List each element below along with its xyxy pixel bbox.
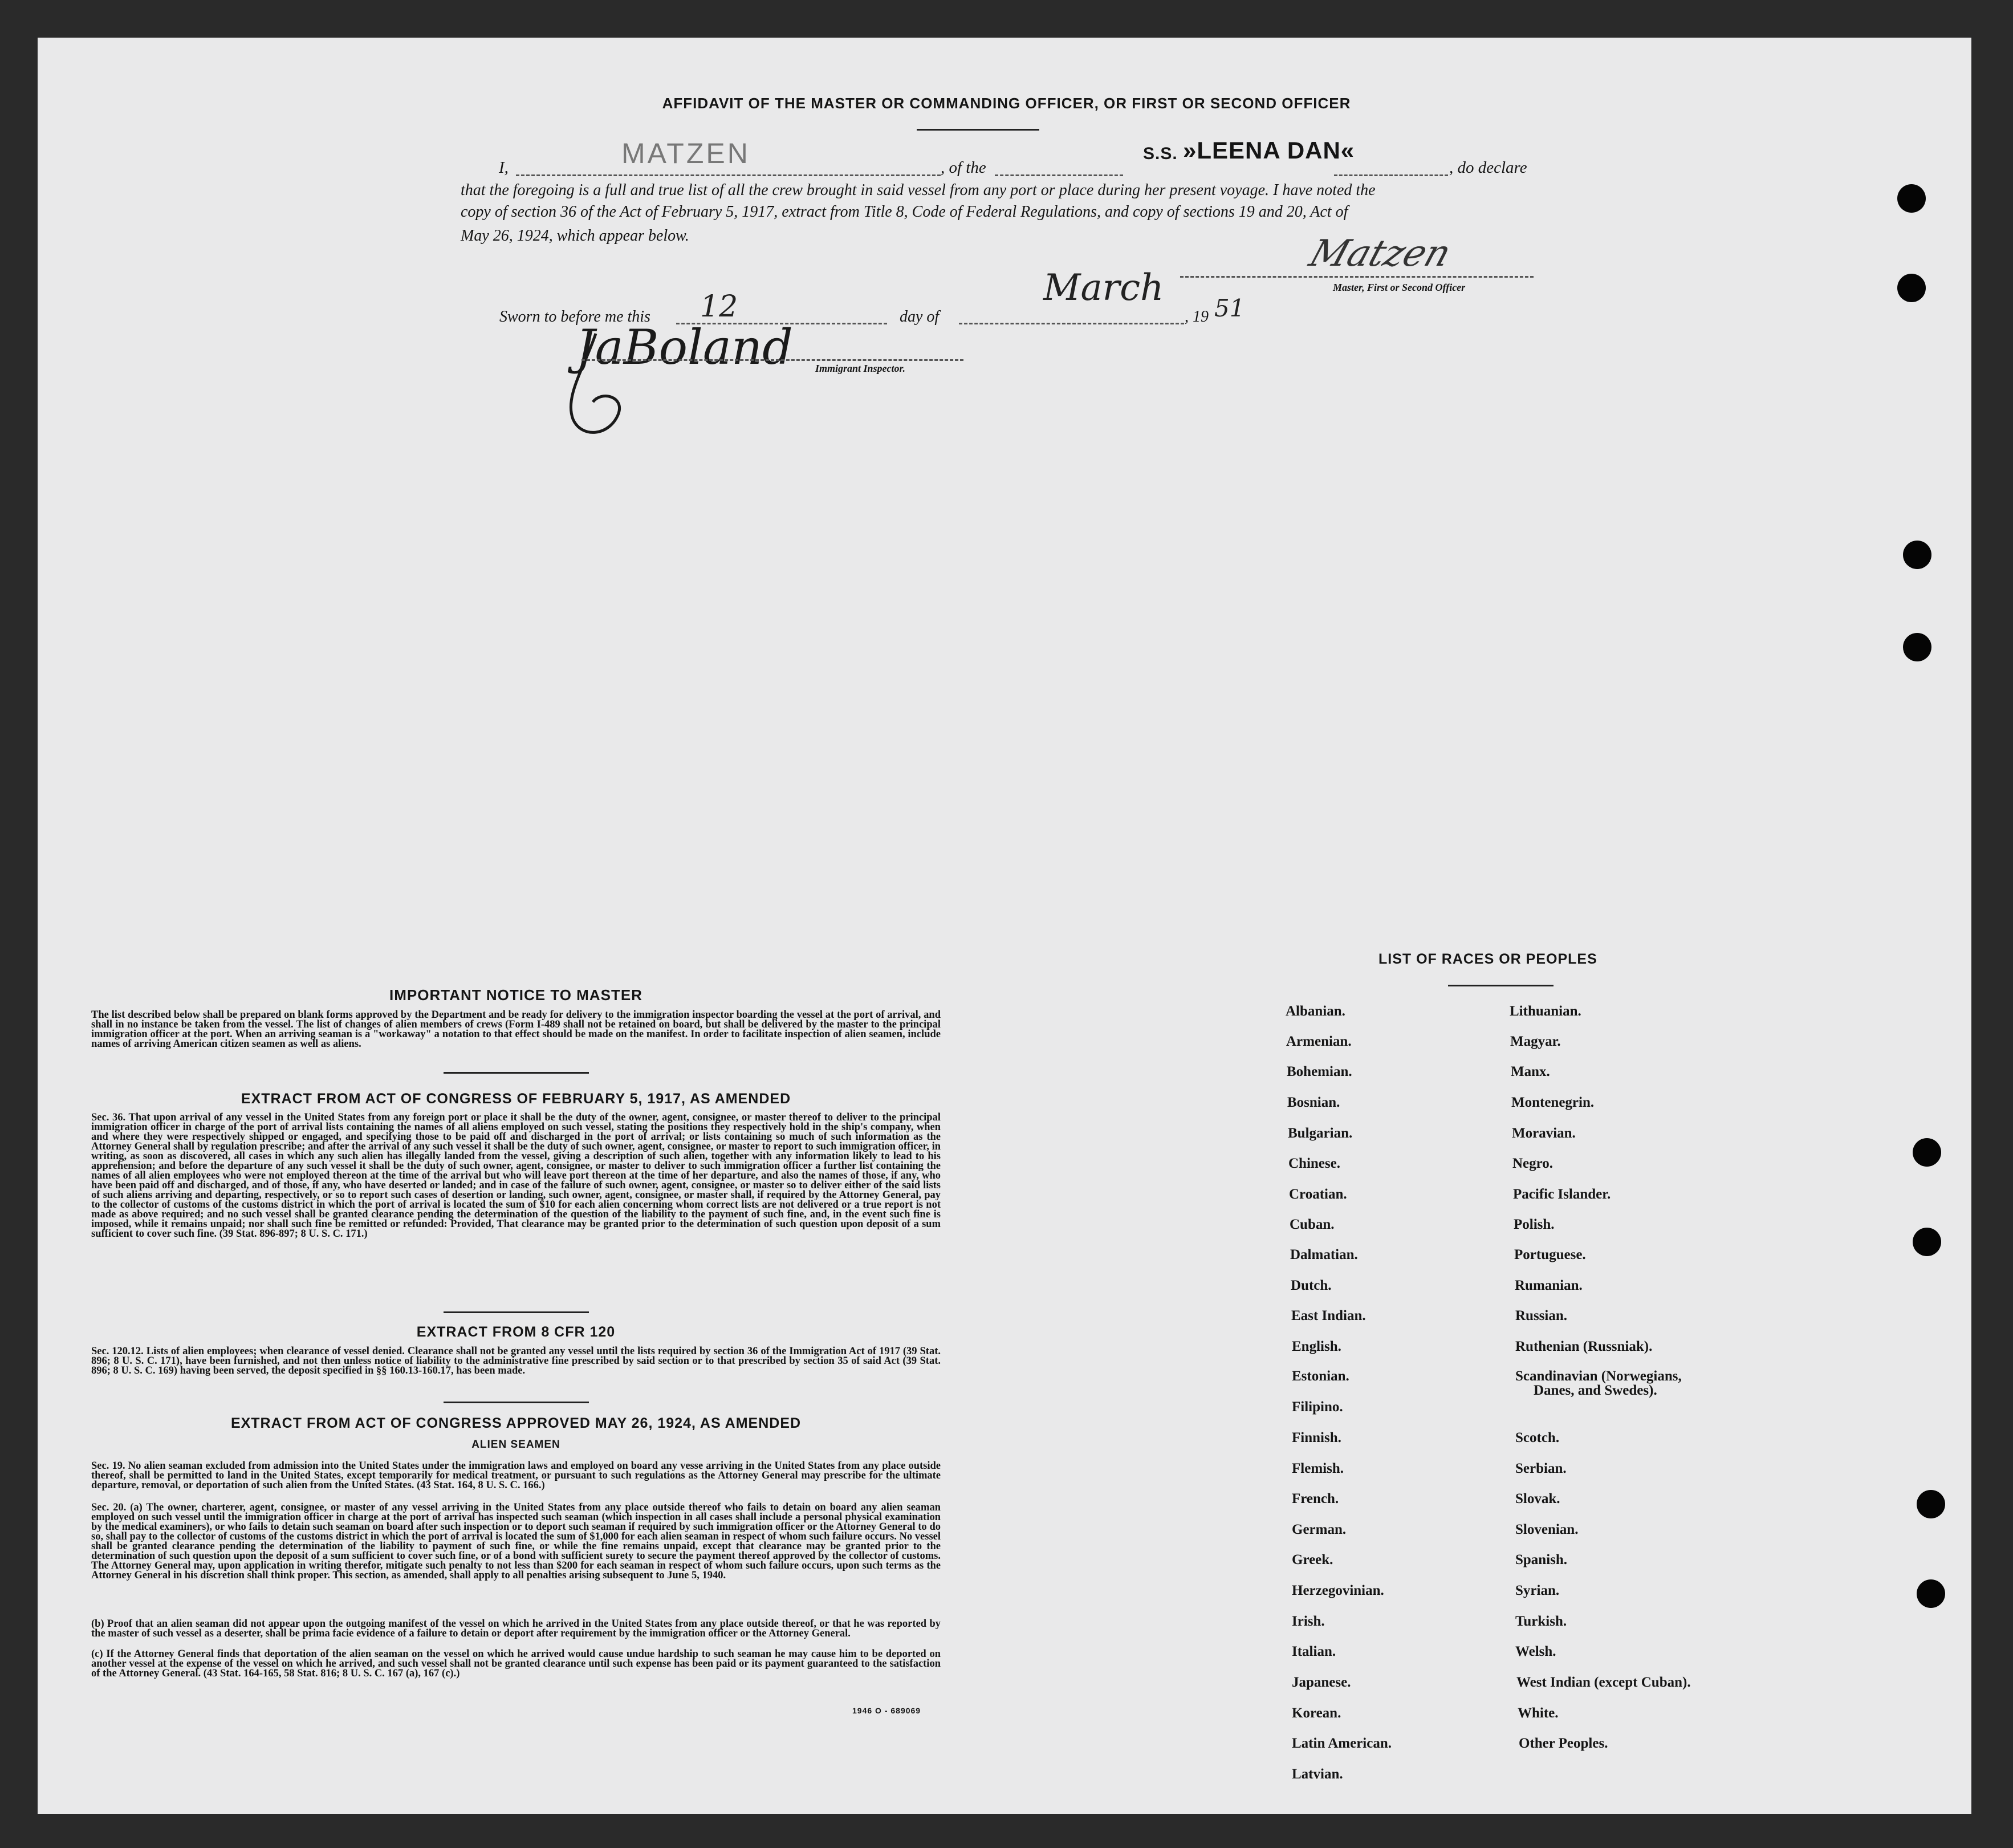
race-item: Other Peoples. [1519, 1736, 1608, 1751]
master-caption: Master, First or Second Officer [1333, 282, 1466, 293]
race-item: Polish. [1514, 1217, 1555, 1232]
month-line [959, 323, 1184, 324]
punch-hole [1903, 633, 1931, 661]
vessel-stamp: »LEENA DAN« [1183, 137, 1355, 164]
race-item: White. [1518, 1705, 1559, 1721]
race-item: German. [1292, 1522, 1347, 1537]
race-item: Bulgarian. [1288, 1126, 1353, 1141]
race-item: Irish. [1292, 1614, 1325, 1629]
race-item: Pacific Islander. [1513, 1187, 1611, 1202]
punch-hole [1917, 1579, 1945, 1608]
punch-hole [1897, 274, 1926, 302]
race-item: Flemish. [1292, 1461, 1344, 1476]
extract-1917-title: EXTRACT FROM ACT OF CONGRESS OF FEBRUARY 5, 1917, AS AMENDED [241, 1091, 791, 1107]
year-suffix: 51 [1214, 294, 1245, 322]
punch-hole [1903, 541, 1931, 569]
race-item: Ruthenian (Russniak). [1515, 1339, 1653, 1354]
race-item: Croatian. [1289, 1187, 1347, 1202]
race-item: Bohemian. [1287, 1064, 1352, 1079]
race-item: Spanish. [1515, 1552, 1568, 1567]
race-item: Korean. [1292, 1705, 1341, 1721]
extract-1924-sec20c: (c) If the Attorney General finds that deportation of the alien seaman on the vessel on which he arrived would cause undue hardship to such seaman he may cause him to be deported on another vessel at the expense of the vessel on which he arrived, and such vessel shall not be granted clearance until such expense has been paid or its payment guaranteed to the satisfaction of the Attorney General. (43 Stat. 164-165, 58 Stat. 816; 8 U. S. C. 167 (a), 167 (c).) [91, 1648, 941, 1679]
divider [444, 1402, 589, 1403]
extract-cfr-body: Sec. 120.12. Lists of alien employees; when clearance of vessel denied. Clearance shall not be granted any vessel until the lists required by section 36 of the Immigration Act of 1917 (39 Stat. 896; 8 U. S. C. 171), have been furnished, and not then unless notice of liability to the administrative fine prescribed by said section or to that prescribed by section 35 of said Act (39 Stat. 896; 8 U. S. C. 169) having been served, the deposit specified in §§ 160.13-160.17, has been made. [91, 1346, 941, 1376]
divider [444, 1311, 589, 1313]
notice-body: The list described below shall be prepared on blank forms approved by the Department and be ready for delivery to the immigration inspector boarding the vessel at the port of arrival, and shall in no instance be taken from the vessel. The list of changes of alien members of crews (Form I-489 shall not be retained on board, but shall be delivered by the master to the principal immigration officer at the port. When an arriving seaman is a "workaway" a notation to that effect should be made on the manifest. In order to facilitate inspection of alien seamen, include names of arriving American citizen seamen as well as aliens. [91, 1009, 941, 1050]
punch-hole [1917, 1490, 1945, 1518]
race-item: Japanese. [1292, 1675, 1351, 1690]
race-item: Slovenian. [1515, 1522, 1579, 1537]
race-item: Dalmatian. [1290, 1247, 1358, 1262]
race-item: Bosnian. [1287, 1095, 1340, 1110]
vessel-line-right [1334, 174, 1448, 176]
title-underline [917, 129, 1039, 131]
day-of-label: day of [900, 308, 940, 326]
inspector-signature: JaBoland [576, 319, 793, 375]
year-prefix: , 19 [1185, 308, 1209, 326]
races-title-underline [1448, 985, 1554, 986]
race-item: Dutch. [1291, 1278, 1332, 1293]
extract-1924-sec20b: (b) Proof that an alien seaman did not appear upon the outgoing manifest of the vessel on which he arrived in the United States from any place outside thereof, or that he was reported by the master of such vessel as a deserter, shall be prima facie evidence of a failure to detain or deport after requirement by the immigration officer or the Attorney General. [91, 1618, 941, 1639]
master-signature: Matzen [1304, 233, 1457, 275]
race-item: French. [1292, 1491, 1339, 1506]
race-item: Slovak. [1515, 1491, 1560, 1506]
notice-title: IMPORTANT NOTICE TO MASTER [389, 986, 642, 1004]
race-item: Manx. [1511, 1064, 1550, 1079]
name-line [516, 174, 941, 176]
punch-hole [1897, 184, 1926, 213]
race-item: Serbian. [1515, 1461, 1567, 1476]
race-item: Latvian. [1292, 1766, 1343, 1782]
race-item: Magyar. [1510, 1034, 1561, 1049]
race-item: Scotch. [1515, 1430, 1560, 1445]
race-item: Russian. [1515, 1308, 1568, 1323]
race-item: Greek. [1292, 1552, 1333, 1567]
affidavit-line-3: copy of section 36 of the Act of February 5, 1917, extract from Title 8, Code of Federal Regulations, and copy of sections 19 and 20, Act of [461, 203, 1348, 221]
race-item: Scandinavian (Norwegians, [1515, 1368, 1682, 1384]
divider [444, 1072, 589, 1074]
races-title: LIST OF RACES OR PEOPLES [1378, 951, 1597, 967]
race-item: Lithuanian. [1510, 1004, 1581, 1019]
name-stamp: MATZEN [621, 137, 750, 169]
race-item: Rumanian. [1515, 1278, 1583, 1293]
race-item: Chinese. [1288, 1156, 1340, 1171]
race-item: Italian. [1292, 1644, 1336, 1659]
extract-1924-title: EXTRACT FROM ACT OF CONGRESS APPROVED MAY 26, 1924, AS AMENDED [230, 1415, 802, 1431]
race-item: Albanian. [1286, 1004, 1345, 1019]
inspector-signature-line [581, 359, 963, 361]
race-item: English. [1292, 1339, 1341, 1354]
race-item: Welsh. [1515, 1644, 1556, 1659]
ss-label: S.S. [1143, 144, 1178, 163]
race-item: Syrian. [1515, 1583, 1560, 1598]
sworn-day: 12 [700, 290, 738, 324]
race-item: West Indian (except Cuban). [1516, 1675, 1691, 1690]
vessel-line-left [995, 174, 1123, 176]
race-item: Armenian. [1286, 1034, 1352, 1049]
master-signature-line [1180, 276, 1534, 278]
extract-1917-body: Sec. 36. That upon arrival of any vessel in the United States from any foreign port or place it shall be the duty of the owner, agent, consignee, or master thereof to deliver to the principal immigration officer in charge of the port of arrival lists containing the names of all aliens employed on such vessel, stating the positions they respectively hold in the ship's company, when and where they were respectively shipped or engaged, and specifying those to be paid off and discharged in the port of arrival; or lists containing so much of such information as the Attorney General shall by regulation prescribe; and after the arrival of any such vessel it shall be the duty of such owner, agent, consignee, or master to report to such immigration officer, in writing, as soon as discovered, all cases in which any such alien has illegally landed from the vessel, giving a description of such alien, together with any information likely to lead to his apprehension; and before the departure of any such vessel it shall be the duty of such owner, agent, consignee, or master to deliver to such immigration officer a further list containing the names of all alien employees who were not employed thereon at the time of the arrival but who will leave port thereon at the time of her departure, and also the names of those, if any, who have been paid off and discharged, and of those, if any, who have deserted or landed; and in case of the failure of such owner, agent, consignee, or master so to deliver either of the said lists of such aliens arriving and departing, respectively, or so to report such cases of desertion or landing, such owner, agent, consignee, or master shall, if required by the Attorney General, pay to the collector of customs of the customs district in which the port of arrival is located the sum of $10 for each alien concerning whom correct lists are not delivered or a true report is not made as above required; and no such vessel shall be granted clearance pending the determination of the question of the liability to the payment of such fine, and, in the event such fine is imposed, while it remains unpaid; nor shall such fine be remitted or refunded: Provided, That clearance may be granted prior to the determination of such question upon deposit of a sum sufficient to cover such fine. (39 Stat. 896-897; 8 U. S. C. 171.) [91, 1112, 941, 1240]
of-the-label: , of the [941, 159, 986, 177]
affidavit-title: AFFIDAVIT OF THE MASTER OR COMMANDING OFFICER, OR FIRST OR SECOND OFFICER [662, 95, 1351, 112]
extract-1924-sec20a: Sec. 20. (a) The owner, charterer, agent, consignee, or master of any vessel arriving in the United States from any place outside thereof who fails to detain on board any alien seaman employed on such vessel until the immigration officer in charge at the port of arrival has inspected such seaman (which inspection in all cases shall include a personal physical examination by the medical examiners), or who fails to detain such seaman on board after such inspection or to deport such seaman if required by such immigration officer or the Attorney General to do so, shall pay to the collector of customs of the customs district in which the port of arrival is located the sum of $1,000 for each alien seaman in respect of whom such failure occurs. No vessel shall be granted clearance pending the determination of the liability to payment of such fine, or while the fine remains unpaid, except that clearance may be granted prior to the determination of such question upon the deposit of a sum sufficient to cover such fine, or of a bond with sufficient surety to secure the payment thereof approved by the collector of customs. The Attorney General may, upon application in writing therefor, mitigate such penalty to not less than $200 for each seaman in respect of whom such failure occurs, upon such terms as the Attorney General in his discretion shall think proper. This section, as amended, shall apply to all penalties arising subsequent to June 5, 1940. [91, 1502, 941, 1581]
sworn-label: Sworn to before me this [499, 308, 650, 326]
do-declare-label: , do declare [1449, 159, 1527, 177]
race-item: Herzegovinian. [1292, 1583, 1384, 1598]
affidavit-line-4: May 26, 1924, which appear below. [461, 227, 689, 245]
race-item: Moravian. [1512, 1126, 1576, 1141]
race-item: East Indian. [1291, 1308, 1366, 1323]
extract-1924-subtitle: ALIEN SEAMEN [471, 1439, 560, 1451]
race-item: Negro. [1512, 1156, 1554, 1171]
race-item: Montenegrin. [1511, 1095, 1595, 1110]
affidavit-line-2: that the foregoing is a full and true list of all the crew brought in said vessel from any port or place during her present voyage. I have noted the [461, 181, 1376, 199]
i-label: I, [499, 159, 509, 177]
race-item: Estonian. [1292, 1368, 1349, 1384]
race-item: Portuguese. [1514, 1247, 1586, 1262]
extract-cfr-title: EXTRACT FROM 8 CFR 120 [416, 1324, 616, 1340]
inspector-caption: Immigrant Inspector. [815, 363, 906, 374]
extract-1924-sec19: Sec. 19. No alien seaman excluded from admission into the United States under the immigration laws and employed on board any vesse arriving in the United States from any place outside thereof, shall be permitted to land in the United States, except temporarily for medical treatment, or pursuant to such regulations as the Attorney General may prescribe for the ultimate departure, removal, or deportation of such alien from the United States. (43 Stat. 164, 8 U. S. C. 166.) [91, 1460, 941, 1491]
race-item: Cuban. [1290, 1217, 1335, 1232]
sworn-month: March [1043, 267, 1164, 309]
punch-hole [1913, 1138, 1941, 1167]
race-item: Finnish. [1292, 1430, 1341, 1445]
inspector-signature-flourish [562, 328, 641, 439]
race-item: Filipino. [1292, 1399, 1343, 1415]
race-item: Turkish. [1515, 1614, 1567, 1629]
punch-hole [1913, 1228, 1941, 1256]
print-code: 1946 O - 689069 [852, 1706, 921, 1715]
race-item: Danes, and Swedes). [1534, 1383, 1657, 1398]
race-item: Latin American. [1292, 1736, 1392, 1751]
